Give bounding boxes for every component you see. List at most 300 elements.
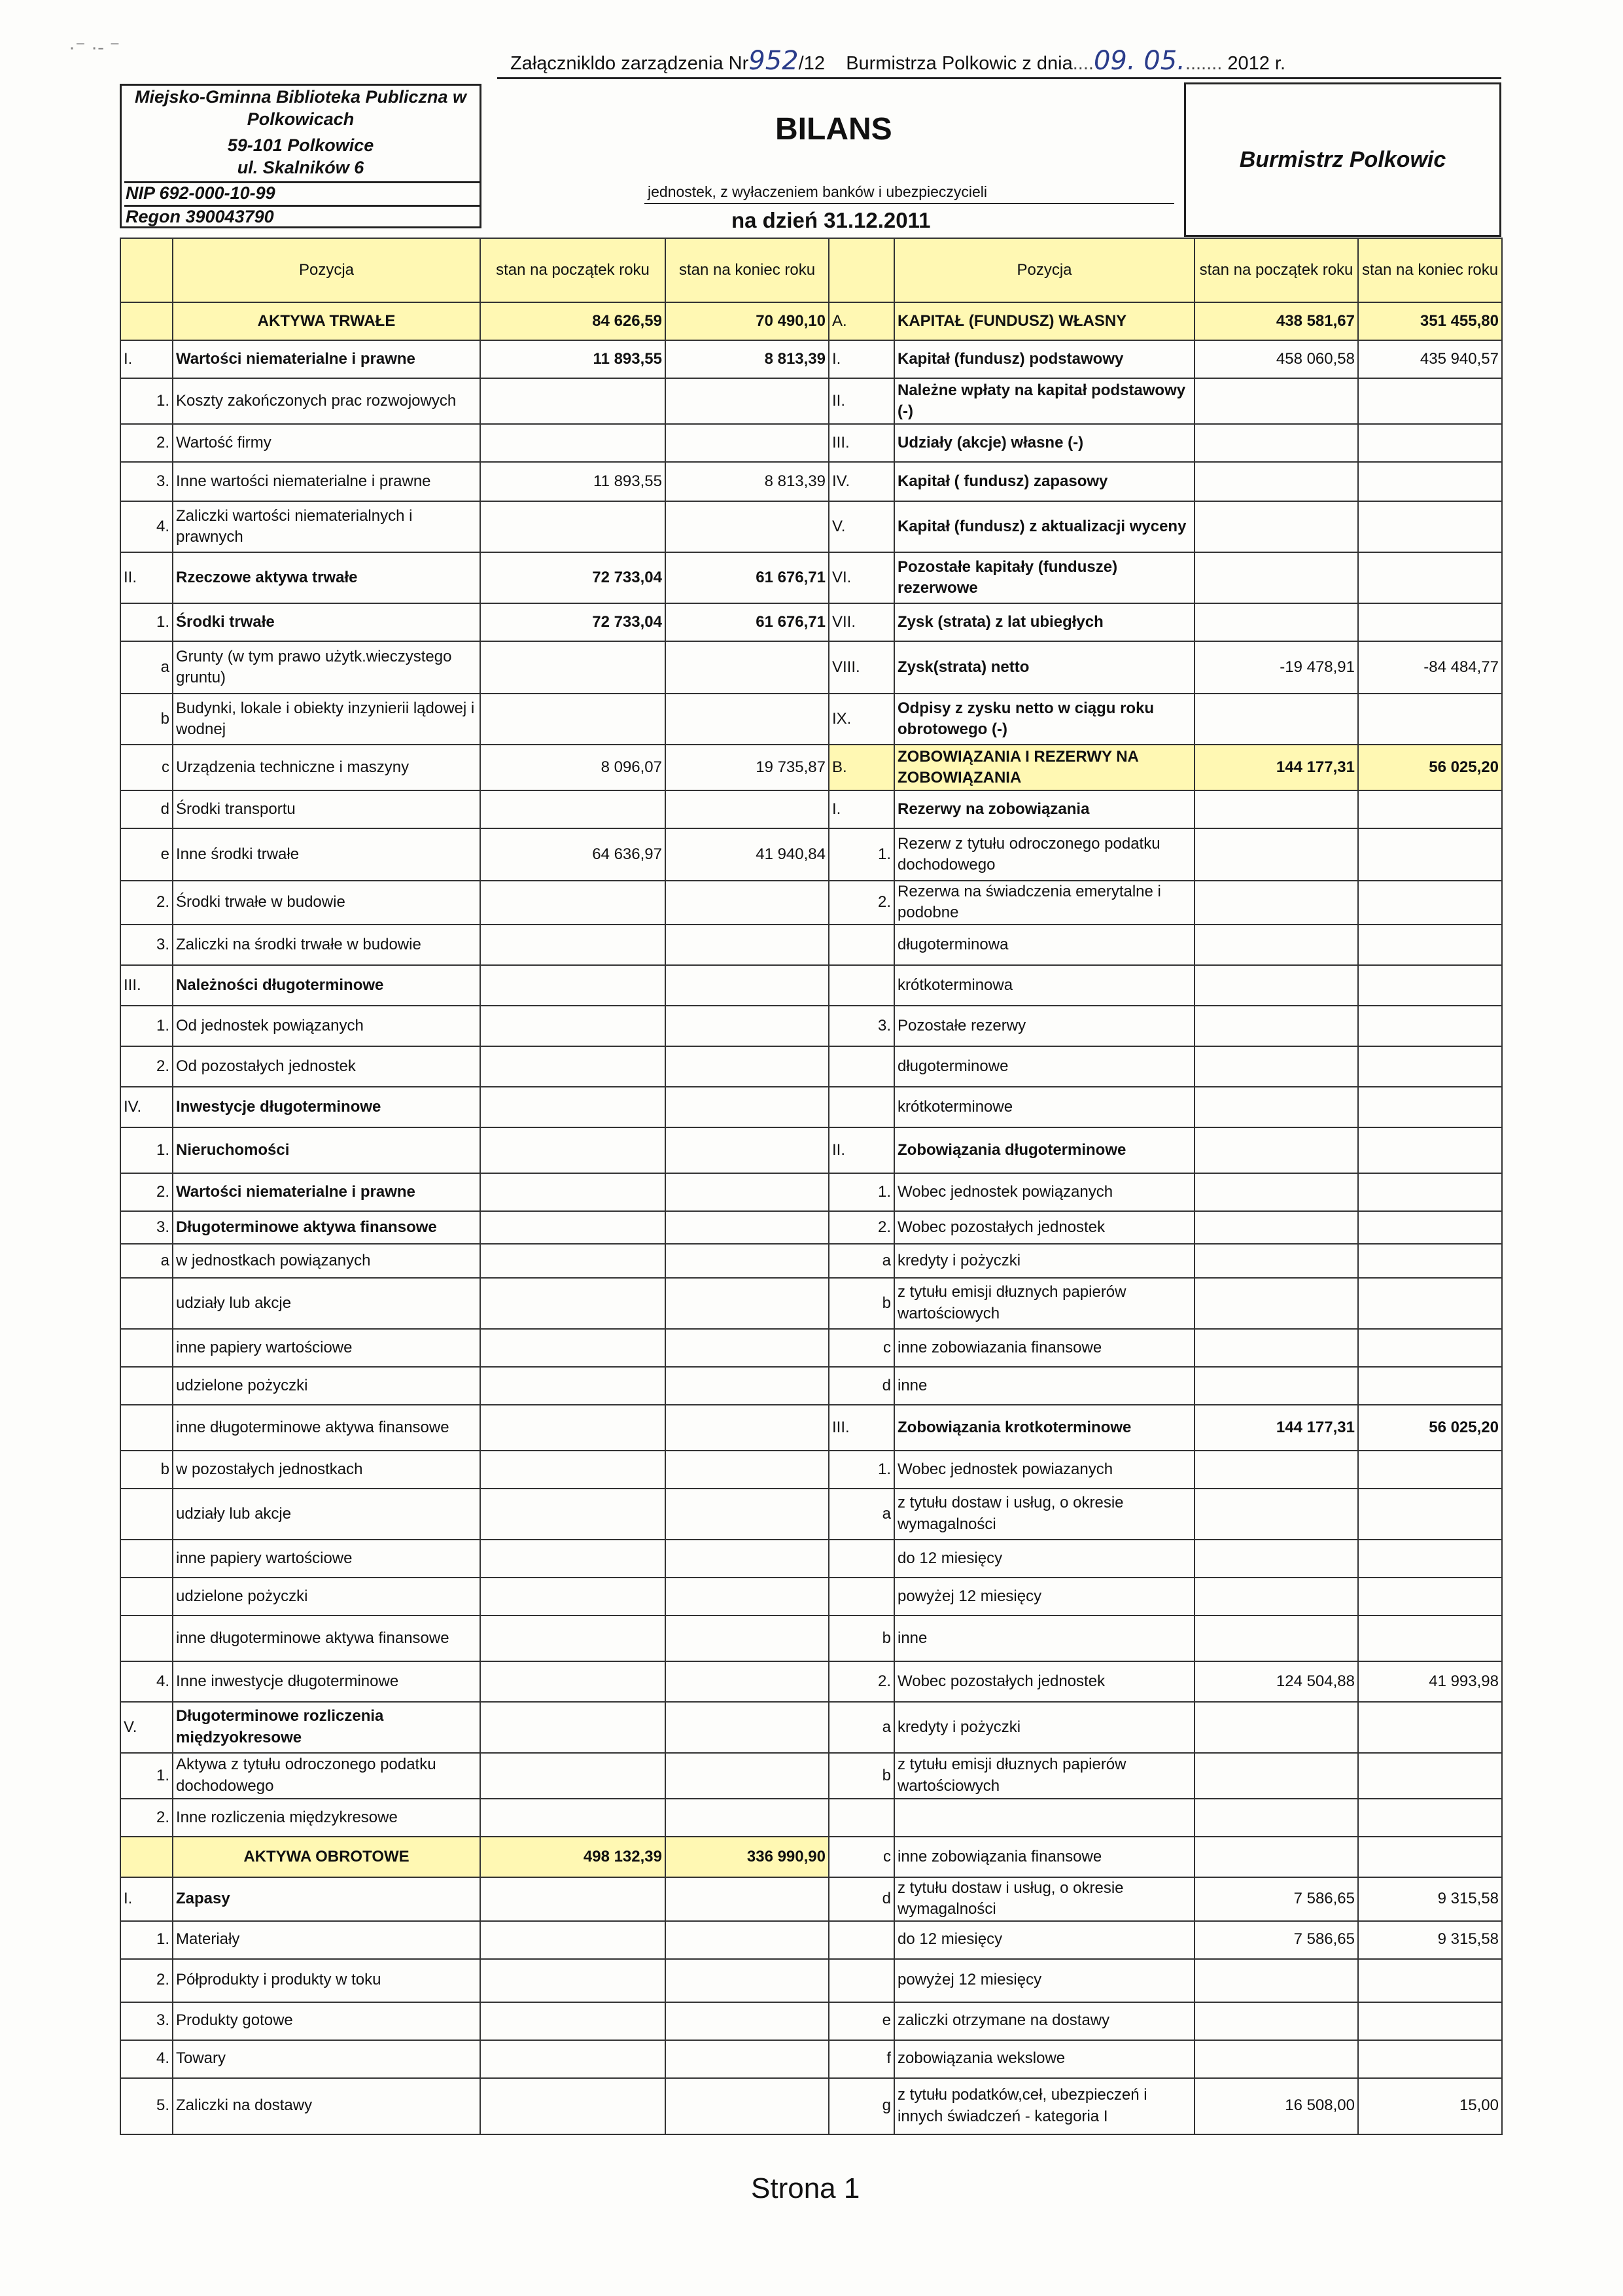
table-row <box>120 1578 1502 1616</box>
left-ordinal: 1. <box>120 1006 173 1046</box>
year-label: 2012 r. <box>1227 53 1286 74</box>
right-position-label: Zobowiązania krotkoterminowe <box>894 1405 1195 1451</box>
header-rule <box>497 77 1501 79</box>
left-position-label: Urządzenia techniczne i maszyny <box>173 745 480 790</box>
left-position-label: Inne rozliczenia międzykresowe <box>173 1799 480 1837</box>
left-ordinal: 3. <box>120 925 173 965</box>
left-ordinal: 2. <box>120 424 173 462</box>
left-start-value <box>480 1173 665 1211</box>
right-start-value <box>1195 828 1358 881</box>
table-row <box>120 1616 1502 1661</box>
table-row <box>120 1087 1502 1127</box>
right-start-value <box>1195 1087 1358 1127</box>
right-position-label: Zysk (strata) z lat ubiegłych <box>894 603 1195 641</box>
left-start-value: 84 626,59 <box>480 302 665 340</box>
left-position-label: Inne środki trwałe <box>173 828 480 881</box>
left-start-value <box>480 925 665 965</box>
left-end-value <box>665 424 829 462</box>
right-start-value <box>1195 1367 1358 1405</box>
right-end-value: 435 940,57 <box>1358 340 1502 378</box>
table-row <box>120 552 1502 603</box>
left-start-value: 8 096,07 <box>480 745 665 790</box>
left-ordinal: 4. <box>120 2040 173 2078</box>
left-position-label: inne papiery wartościowe <box>173 1329 480 1367</box>
table-row <box>120 1661 1502 1702</box>
order-number-suffix: /12 <box>798 53 825 74</box>
right-position-label: powyżej 12 miesięcy <box>894 1578 1195 1616</box>
right-ordinal: VIII. <box>829 641 894 694</box>
header-start-right: stan na początek roku <box>1195 238 1358 302</box>
right-end-value <box>1358 1127 1502 1173</box>
right-end-value: 351 455,80 <box>1358 302 1502 340</box>
left-start-value <box>480 1127 665 1173</box>
left-start-value <box>480 1006 665 1046</box>
table-header-row <box>120 238 1502 302</box>
left-end-value <box>665 694 829 745</box>
right-position-label: inne <box>894 1616 1195 1661</box>
left-ordinal: 2. <box>120 1173 173 1211</box>
left-end-value <box>665 2078 829 2134</box>
left-start-value <box>480 881 665 925</box>
table-row <box>120 340 1502 378</box>
left-start-value: 11 893,55 <box>480 340 665 378</box>
right-end-value <box>1358 1211 1502 1244</box>
right-start-value <box>1195 694 1358 745</box>
left-ordinal: 1. <box>120 1127 173 1173</box>
left-position-label: inne długoterminowe aktywa finansowe <box>173 1405 480 1451</box>
right-position-label: Odpisy z zysku netto w ciągu roku obrotowego (-) <box>894 694 1195 745</box>
table-row <box>120 2078 1502 2134</box>
left-position-label: Środki trwałe <box>173 603 480 641</box>
right-end-value <box>1358 424 1502 462</box>
balance-sheet-table <box>120 238 1503 2135</box>
right-end-value <box>1358 1173 1502 1211</box>
approver-box <box>1184 82 1501 237</box>
right-ordinal <box>829 1087 894 1127</box>
right-position-label: KAPITAŁ (FUNDUSZ) WŁASNY <box>894 302 1195 340</box>
left-position-label: Budynki, lokale i obiekty inzynierii lądowej i wodnej <box>173 694 480 745</box>
right-start-value <box>1195 1959 1358 2002</box>
right-ordinal: 2. <box>829 1211 894 1244</box>
table-row <box>120 828 1502 881</box>
left-end-value: 70 490,10 <box>665 302 829 340</box>
left-start-value <box>480 1489 665 1540</box>
table-row <box>120 1540 1502 1578</box>
right-ordinal: g <box>829 2078 894 2134</box>
right-ordinal <box>829 1921 894 1959</box>
right-position-label: z tytułu dostaw i usług, o okresie wymagalności <box>894 1489 1195 1540</box>
left-ordinal: 3. <box>120 1211 173 1244</box>
right-position-label: powyżej 12 miesięcy <box>894 1959 1195 2002</box>
right-end-value <box>1358 1753 1502 1799</box>
document-subtitle: jednostek, z wyłaczeniem banków i ubezpieczycieli <box>648 183 988 200</box>
right-end-value <box>1358 378 1502 424</box>
right-position-label: Należne wpłaty na kapitał podstawowy (-) <box>894 378 1195 424</box>
right-start-value: 144 177,31 <box>1195 745 1358 790</box>
left-ordinal: 1. <box>120 603 173 641</box>
left-ordinal: V. <box>120 1702 173 1753</box>
left-ordinal <box>120 1578 173 1616</box>
left-end-value <box>665 1405 829 1451</box>
left-position-label: Grunty (w tym prawo użytk.wieczystego gruntu) <box>173 641 480 694</box>
left-start-value <box>480 1046 665 1087</box>
left-start-value <box>480 694 665 745</box>
org-regon: Regon 390043790 <box>124 205 481 227</box>
right-end-value: 9 315,58 <box>1358 1877 1502 1921</box>
right-start-value <box>1195 552 1358 603</box>
left-ordinal: 4. <box>120 501 173 552</box>
left-end-value: 8 813,39 <box>665 462 829 501</box>
left-start-value <box>480 378 665 424</box>
table-row <box>120 501 1502 552</box>
right-start-value <box>1195 1329 1358 1367</box>
right-start-value <box>1195 501 1358 552</box>
left-end-value <box>665 1244 829 1278</box>
left-end-value <box>665 1367 829 1405</box>
right-position-label: zaliczki otrzymane na dostawy <box>894 2002 1195 2040</box>
left-ordinal: d <box>120 790 173 828</box>
left-start-value <box>480 1753 665 1799</box>
left-start-value <box>480 790 665 828</box>
header-position-left: Pozycja <box>173 238 480 302</box>
left-position-label: udziały lub akcje <box>173 1489 480 1540</box>
right-position-label: Wobec pozostałych jednostek <box>894 1661 1195 1702</box>
right-start-value <box>1195 965 1358 1006</box>
left-ordinal <box>120 302 173 340</box>
left-end-value <box>665 1616 829 1661</box>
left-start-value <box>480 501 665 552</box>
right-start-value: 7 586,65 <box>1195 1877 1358 1921</box>
left-ordinal: II. <box>120 552 173 603</box>
right-ordinal: 2. <box>829 1661 894 1702</box>
left-ordinal: 1. <box>120 1753 173 1799</box>
table-row <box>120 1489 1502 1540</box>
right-start-value: 16 508,00 <box>1195 2078 1358 2134</box>
left-start-value <box>480 1877 665 1921</box>
right-start-value <box>1195 424 1358 462</box>
table-row <box>120 1329 1502 1367</box>
table-row <box>120 1877 1502 1921</box>
attachment-prefix: Załącznikldo zarządzenia Nr <box>510 53 749 74</box>
left-start-value <box>480 1244 665 1278</box>
table-row <box>120 1278 1502 1329</box>
right-position-label: Kapitał ( fundusz) zapasowy <box>894 462 1195 501</box>
right-position-label: krótkoterminowe <box>894 1087 1195 1127</box>
right-start-value <box>1195 1006 1358 1046</box>
left-position-label: Środki trwałe w budowie <box>173 881 480 925</box>
left-ordinal <box>120 1367 173 1405</box>
date-handwritten: 09. 05. <box>1093 46 1185 76</box>
left-end-value <box>665 641 829 694</box>
left-end-value <box>665 1540 829 1578</box>
left-start-value <box>480 1616 665 1661</box>
right-position-label: z tytułu emisji dłuznych papierów wartościowych <box>894 1278 1195 1329</box>
left-ordinal: 2. <box>120 1799 173 1837</box>
left-start-value <box>480 1278 665 1329</box>
right-start-value <box>1195 1616 1358 1661</box>
right-ordinal: b <box>829 1753 894 1799</box>
right-ordinal <box>829 1959 894 2002</box>
right-start-value <box>1195 881 1358 925</box>
table-row <box>120 2002 1502 2040</box>
left-end-value <box>665 1702 829 1753</box>
right-end-value <box>1358 462 1502 501</box>
left-end-value <box>665 1877 829 1921</box>
left-end-value <box>665 881 829 925</box>
right-start-value <box>1195 1211 1358 1244</box>
left-end-value: 336 990,90 <box>665 1837 829 1877</box>
document-title: BILANS <box>775 112 892 147</box>
right-position-label: Kapitał (fundusz) z aktualizacji wyceny <box>894 501 1195 552</box>
left-end-value: 19 735,87 <box>665 745 829 790</box>
right-ordinal: d <box>829 1877 894 1921</box>
right-start-value: 438 581,67 <box>1195 302 1358 340</box>
left-ordinal: 3. <box>120 462 173 501</box>
left-ordinal: IV. <box>120 1087 173 1127</box>
right-ordinal: VII. <box>829 603 894 641</box>
left-ordinal: I. <box>120 1877 173 1921</box>
right-end-value <box>1358 1046 1502 1087</box>
org-address-line1: 59-101 Polkowice <box>227 135 374 155</box>
right-end-value <box>1358 1837 1502 1877</box>
left-end-value <box>665 1278 829 1329</box>
left-start-value <box>480 1921 665 1959</box>
right-end-value <box>1358 1006 1502 1046</box>
right-ordinal <box>829 965 894 1006</box>
left-end-value <box>665 501 829 552</box>
left-start-value: 11 893,55 <box>480 462 665 501</box>
left-end-value <box>665 2040 829 2078</box>
left-position-label: w jednostkach powiązanych <box>173 1244 480 1278</box>
right-ordinal: 3. <box>829 1006 894 1046</box>
right-start-value <box>1195 462 1358 501</box>
left-ordinal <box>120 1540 173 1578</box>
right-position-label: długoterminowe <box>894 1046 1195 1087</box>
order-number-handwritten: 952 <box>748 46 799 76</box>
left-ordinal <box>120 1489 173 1540</box>
right-position-label: Zysk(strata) netto <box>894 641 1195 694</box>
right-position-label: inne zobowiazania finansowe <box>894 1329 1195 1367</box>
right-start-value: -19 478,91 <box>1195 641 1358 694</box>
table-row <box>120 378 1502 424</box>
right-start-value <box>1195 1540 1358 1578</box>
right-end-value <box>1358 1329 1502 1367</box>
organization-box <box>120 84 481 228</box>
right-start-value <box>1195 1753 1358 1799</box>
left-ordinal: 5. <box>120 2078 173 2134</box>
table-row <box>120 790 1502 828</box>
left-start-value <box>480 1367 665 1405</box>
left-position-label: AKTYWA TRWAŁE <box>173 302 480 340</box>
right-end-value: 41 993,98 <box>1358 1661 1502 1702</box>
left-end-value <box>665 1127 829 1173</box>
header-end-right: stan na koniec roku <box>1358 238 1502 302</box>
right-position-label: Pozostałe rezerwy <box>894 1006 1195 1046</box>
right-position-label: zobowiązania wekslowe <box>894 2040 1195 2078</box>
right-end-value <box>1358 1578 1502 1616</box>
left-end-value: 41 940,84 <box>665 828 829 881</box>
table-row <box>120 1921 1502 1959</box>
left-ordinal: a <box>120 641 173 694</box>
left-ordinal: III. <box>120 965 173 1006</box>
left-start-value <box>480 1405 665 1451</box>
org-address-line2: ul. Skalników 6 <box>237 158 364 177</box>
right-end-value: 9 315,58 <box>1358 1921 1502 1959</box>
right-end-value <box>1358 1799 1502 1837</box>
left-position-label: Towary <box>173 2040 480 2078</box>
left-ordinal: 4. <box>120 1661 173 1702</box>
table-row <box>120 1006 1502 1046</box>
header-blank-left <box>120 238 173 302</box>
org-name-line1: Miejsko-Gminna Biblioteka Publiczna w <box>134 87 467 107</box>
left-start-value <box>480 1578 665 1616</box>
header-start-left: stan na początek roku <box>480 238 665 302</box>
right-position-label: inne zobowiązania finansowe <box>894 1837 1195 1877</box>
right-start-value <box>1195 1489 1358 1540</box>
left-start-value <box>480 1959 665 2002</box>
right-end-value <box>1358 1367 1502 1405</box>
right-start-value: 458 060,58 <box>1195 340 1358 378</box>
table-row <box>120 1127 1502 1173</box>
table-row <box>120 1405 1502 1451</box>
table-row <box>120 302 1502 340</box>
table-row <box>120 694 1502 745</box>
table-row <box>120 881 1502 925</box>
left-position-label: Od pozostałych jednostek <box>173 1046 480 1087</box>
left-ordinal: 2. <box>120 1959 173 2002</box>
left-ordinal: I. <box>120 340 173 378</box>
right-ordinal: 1. <box>829 1173 894 1211</box>
left-start-value <box>480 2078 665 2134</box>
left-end-value <box>665 925 829 965</box>
left-position-label: Aktywa z tytułu odroczonego podatku dochodowego <box>173 1753 480 1799</box>
right-ordinal: b <box>829 1278 894 1329</box>
right-end-value <box>1358 552 1502 603</box>
right-start-value <box>1195 1837 1358 1877</box>
right-end-value <box>1358 1616 1502 1661</box>
right-position-label: Rezerwa na świadczenia emerytalne i podobne <box>894 881 1195 925</box>
right-ordinal: V. <box>829 501 894 552</box>
right-position-label: Zobowiązania długoterminowe <box>894 1127 1195 1173</box>
page-footer: Strona 1 <box>751 2172 860 2204</box>
right-start-value <box>1195 2040 1358 2078</box>
right-end-value <box>1358 790 1502 828</box>
right-ordinal: IV. <box>829 462 894 501</box>
left-start-value <box>480 424 665 462</box>
left-ordinal <box>120 1616 173 1661</box>
right-ordinal: I. <box>829 790 894 828</box>
left-position-label: Wartość firmy <box>173 424 480 462</box>
left-ordinal: 2. <box>120 1046 173 1087</box>
left-position-label: udzielone pożyczki <box>173 1578 480 1616</box>
right-end-value <box>1358 2002 1502 2040</box>
left-ordinal: 1. <box>120 378 173 424</box>
left-position-label: Zaliczki na środki trwałe w budowie <box>173 925 480 965</box>
right-start-value <box>1195 1278 1358 1329</box>
attachment-middle: Burmistrza Polkowic z dnia <box>846 53 1073 74</box>
left-start-value <box>480 1702 665 1753</box>
table-row <box>120 1959 1502 2002</box>
left-ordinal <box>120 1837 173 1877</box>
left-position-label: Wartości niematerialne i prawne <box>173 340 480 378</box>
table-row <box>120 1799 1502 1837</box>
right-ordinal: VI. <box>829 552 894 603</box>
left-start-value <box>480 1540 665 1578</box>
right-position-label: do 12 miesięcy <box>894 1921 1195 1959</box>
left-start-value <box>480 2002 665 2040</box>
right-start-value <box>1195 790 1358 828</box>
right-position-label: Rezerw z tytułu odroczonego podatku dochodowego <box>894 828 1195 881</box>
left-end-value <box>665 1211 829 1244</box>
left-position-label: Rzeczowe aktywa trwałe <box>173 552 480 603</box>
right-end-value <box>1358 603 1502 641</box>
table-row <box>120 745 1502 790</box>
left-ordinal <box>120 1405 173 1451</box>
left-position-label: Nieruchomości <box>173 1127 480 1173</box>
table-row <box>120 603 1502 641</box>
left-ordinal: 1. <box>120 1921 173 1959</box>
left-ordinal: 2. <box>120 881 173 925</box>
left-start-value <box>480 1451 665 1489</box>
left-end-value <box>665 1173 829 1211</box>
right-end-value <box>1358 501 1502 552</box>
left-position-label: Od jednostek powiązanych <box>173 1006 480 1046</box>
table-row <box>120 1211 1502 1244</box>
right-end-value <box>1358 1540 1502 1578</box>
right-position-label: ZOBOWIĄZANIA I REZERWY NA ZOBOWIĄZANIA <box>894 745 1195 790</box>
right-position-label <box>894 1799 1195 1837</box>
right-end-value <box>1358 1087 1502 1127</box>
right-start-value: 124 504,88 <box>1195 1661 1358 1702</box>
right-end-value <box>1358 1702 1502 1753</box>
left-ordinal: b <box>120 694 173 745</box>
table-row <box>120 1702 1502 1753</box>
left-position-label: Środki transportu <box>173 790 480 828</box>
left-ordinal: c <box>120 745 173 790</box>
left-end-value <box>665 378 829 424</box>
right-ordinal: 2. <box>829 881 894 925</box>
right-start-value <box>1195 378 1358 424</box>
right-ordinal: III. <box>829 1405 894 1451</box>
table-row <box>120 424 1502 462</box>
right-start-value <box>1195 1451 1358 1489</box>
right-end-value <box>1358 1244 1502 1278</box>
left-position-label: Zaliczki wartości niematerialnych i prawnych <box>173 501 480 552</box>
table-row <box>120 925 1502 965</box>
right-ordinal: b <box>829 1616 894 1661</box>
left-position-label: Inne inwestycje długoterminowe <box>173 1661 480 1702</box>
right-ordinal: I. <box>829 340 894 378</box>
left-start-value <box>480 1799 665 1837</box>
right-ordinal <box>829 925 894 965</box>
table-row <box>120 1244 1502 1278</box>
left-start-value: 72 733,04 <box>480 552 665 603</box>
right-ordinal: III. <box>829 424 894 462</box>
left-end-value: 61 676,71 <box>665 552 829 603</box>
left-position-label: Inwestycje długoterminowe <box>173 1087 480 1127</box>
right-end-value <box>1358 965 1502 1006</box>
right-position-label: kredyty i pożyczki <box>894 1244 1195 1278</box>
right-end-value: 56 025,20 <box>1358 1405 1502 1451</box>
right-start-value <box>1195 603 1358 641</box>
org-nip: NIP 692-000-10-99 <box>124 181 481 203</box>
right-ordinal: e <box>829 2002 894 2040</box>
right-start-value <box>1195 925 1358 965</box>
left-position-label: Długoterminowe rozliczenia międzyokresowe <box>173 1702 480 1753</box>
header-blank-right <box>829 238 894 302</box>
right-position-label: z tytułu dostaw i usług, o okresie wymagalności <box>894 1877 1195 1921</box>
right-end-value: 15,00 <box>1358 2078 1502 2134</box>
